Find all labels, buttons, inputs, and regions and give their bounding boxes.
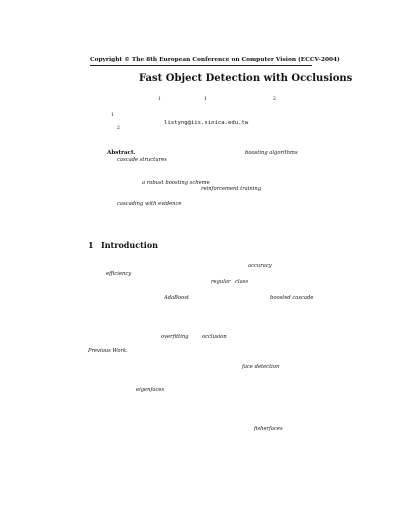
affiliation-mark-2: 2	[117, 126, 120, 131]
section-title: Introduction	[101, 240, 158, 250]
intro-term-fisherfaces: fisherfaces	[254, 426, 283, 432]
author-affil-sup-2: 1	[204, 97, 207, 102]
copyright-header: Copyright © The 8th European Conference on Computer Vision (ECCV-2004)	[90, 57, 340, 63]
affiliation-mark-1: 1	[111, 113, 114, 118]
intro-term-regular: regular	[211, 279, 231, 285]
intro-term-efficiency: efficiency	[106, 271, 132, 277]
author-affil-sup-3: 2	[273, 97, 276, 102]
section-number: 1	[88, 240, 94, 250]
intro-term-eigenfaces: eigenfaces	[136, 387, 165, 393]
intro-term-accuracy: accuracy	[248, 263, 272, 269]
abstract-label: Abstract.	[107, 150, 136, 156]
intro-term-boosted-cascade: boosted cascade	[270, 295, 314, 301]
intro-term-class: class	[235, 279, 248, 285]
abstract-term-boosting-algorithms: boosting algorithms	[245, 150, 298, 156]
intro-term-previous-work: Previous Work.	[88, 348, 128, 354]
abstract-term-cascading-with-evidence: cascading with evidence	[117, 201, 182, 207]
abstract-term-robust-boosting: a robust boosting scheme	[142, 180, 210, 186]
intro-term-overfitting: overfitting	[161, 334, 189, 340]
paper-title: Fast Object Detection with Occlusions	[139, 73, 353, 84]
abstract-term-reinforcement-training: reinforcement training	[201, 186, 262, 192]
author-affil-sup-1: 1	[158, 97, 161, 102]
author-email: listyng@iis.sinica.edu.tw	[164, 120, 249, 126]
header-rule	[90, 65, 312, 66]
intro-term-occlusion: occlusion	[202, 334, 227, 340]
abstract-term-cascade-structures: cascade structures	[117, 157, 167, 163]
intro-term-adaboost: AdaBoost	[164, 295, 189, 301]
intro-term-face-detection: face detection	[242, 364, 280, 370]
